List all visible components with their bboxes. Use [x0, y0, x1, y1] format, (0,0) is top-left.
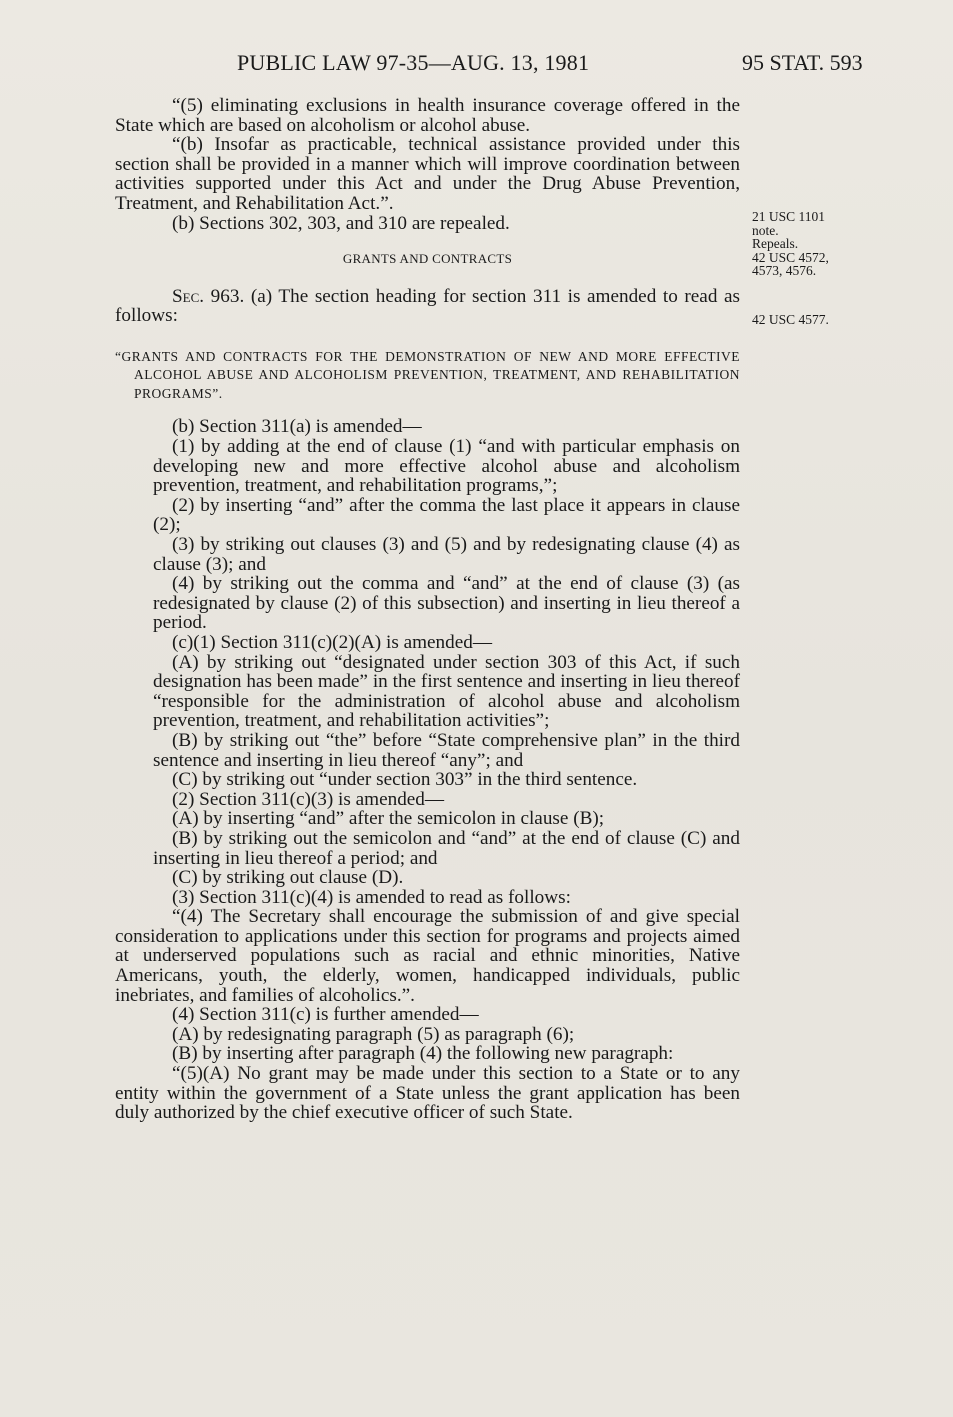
margin-note: 42 USC 4577.	[752, 311, 829, 327]
clause: (C) by striking out clause (D).	[172, 867, 404, 889]
quoted-heading: “GRANTS AND CONTRACTS FOR THE DEMONSTRATION OF NEW AND MORE EFFECTIVE ALCOHOL ABUSE AND ALCOHOLISM PREVENTION, TREATMENT, AND REHABILITATION PROGRAMS”.	[115, 348, 740, 401]
paragraph: “(5)(A) No grant may be made under this section to a State or to any entity within the government of a State unless the grant application has been duly authorized by the chief executive officer of such State.	[115, 1063, 740, 1124]
header-title: PUBLIC LAW 97-35—AUG. 13, 1981	[237, 50, 590, 75]
clause: (B) by striking out “the” before “State comprehensive plan” in the third sentence and inserting in lieu thereof “any”; and	[153, 729, 740, 771]
clause: (A) by redesignating paragraph (5) as paragraph (6);	[172, 1023, 575, 1045]
sec-label: Sec	[172, 285, 200, 307]
margin-note: Repeals.	[752, 236, 799, 251]
margin-note: 42 USC 4572,	[752, 249, 829, 265]
paragraph: (c)(1) Section 311(c)(2)(A) is amended—	[172, 631, 493, 653]
section-caption: GRANTS AND CONTRACTS	[342, 251, 513, 267]
clause: (3) by striking out clauses (3) and (5) and by redesignating clause (4) as clause (3); and	[153, 534, 740, 575]
clause: (C) by striking out “under section 303” in the third sentence.	[172, 769, 638, 791]
clause: (A) by inserting “and” after the semicolon in clause (B);	[172, 808, 605, 830]
paragraph-sec-963	[115, 287, 740, 326]
clause: (4) by striking out the comma and “and” at the end of clause (3) (as redesignated by clause (2) of this subsection) and inserting in lieu thereof a period.	[153, 573, 740, 634]
clause: (1) by adding at the end of clause (1) “and with particular emphasis on developing new and more effective alcohol abuse and alcoholism prevention, treatment, and rehabilitation programs,”;	[153, 436, 740, 497]
body-text	[115, 96, 740, 1123]
header-stat-citation: 95 STAT. 593	[742, 50, 863, 75]
clause: (B) by striking out the semicolon and “and” at the end of clause (C) and inserting in lieu thereof a period; and	[153, 827, 740, 869]
paragraph: “(5) eliminating exclusions in health insurance coverage offered in the State which are based on alcoholism or alcohol abuse.	[115, 95, 740, 136]
clause: (2) by inserting “and” after the comma the last place it appears in clause (2);	[153, 494, 740, 536]
paragraph: (b) Sections 302, 303, and 310 are repealed.	[172, 212, 510, 234]
margin-notes	[752, 210, 872, 326]
clause: (A) by striking out “designated under section 303 of this Act, if such designation has been made” in the first sentence and inserting in lieu thereof “responsible for the administration of alcohol abuse and alcoholism prevention, treatment, and rehabilitation activities”;	[153, 651, 740, 732]
margin-note: 4573, 4576.	[752, 263, 817, 278]
paragraph: “(4) The Secretary shall encourage the submission of and give special consideration to applications under this section for programs and projects aimed at underserved populations such as racial and ethnic minorities, Native Americans, youth, the elderly, women, handicapped individuals, public inebriates, and families of alcoholics.”.	[115, 906, 740, 1006]
paragraph: (2) Section 311(c)(3) is amended—	[172, 788, 445, 810]
paragraph: “(b) Insofar as practicable, technical assistance provided under this section shall be provided in a manner which will improve coordination between activities supported under this Act and under the Drug Abuse Prevention, Treatment, and Rehabilitation Act.”.	[115, 134, 740, 214]
clause: (B) by inserting after paragraph (4) the following new paragraph:	[172, 1043, 674, 1065]
sec-text: . 963. (a) The section heading for section 311 is amended to read as follows:	[115, 285, 740, 327]
margin-note: note.	[752, 222, 779, 238]
paragraph: (b) Section 311(a) is amended—	[172, 416, 422, 438]
margin-note: 21 USC 1101	[752, 209, 826, 224]
paragraph: (4) Section 311(c) is further amended—	[172, 1004, 479, 1026]
paragraph: (3) Section 311(c)(4) is amended to read as follows:	[172, 886, 571, 908]
page-header	[0, 50, 953, 80]
